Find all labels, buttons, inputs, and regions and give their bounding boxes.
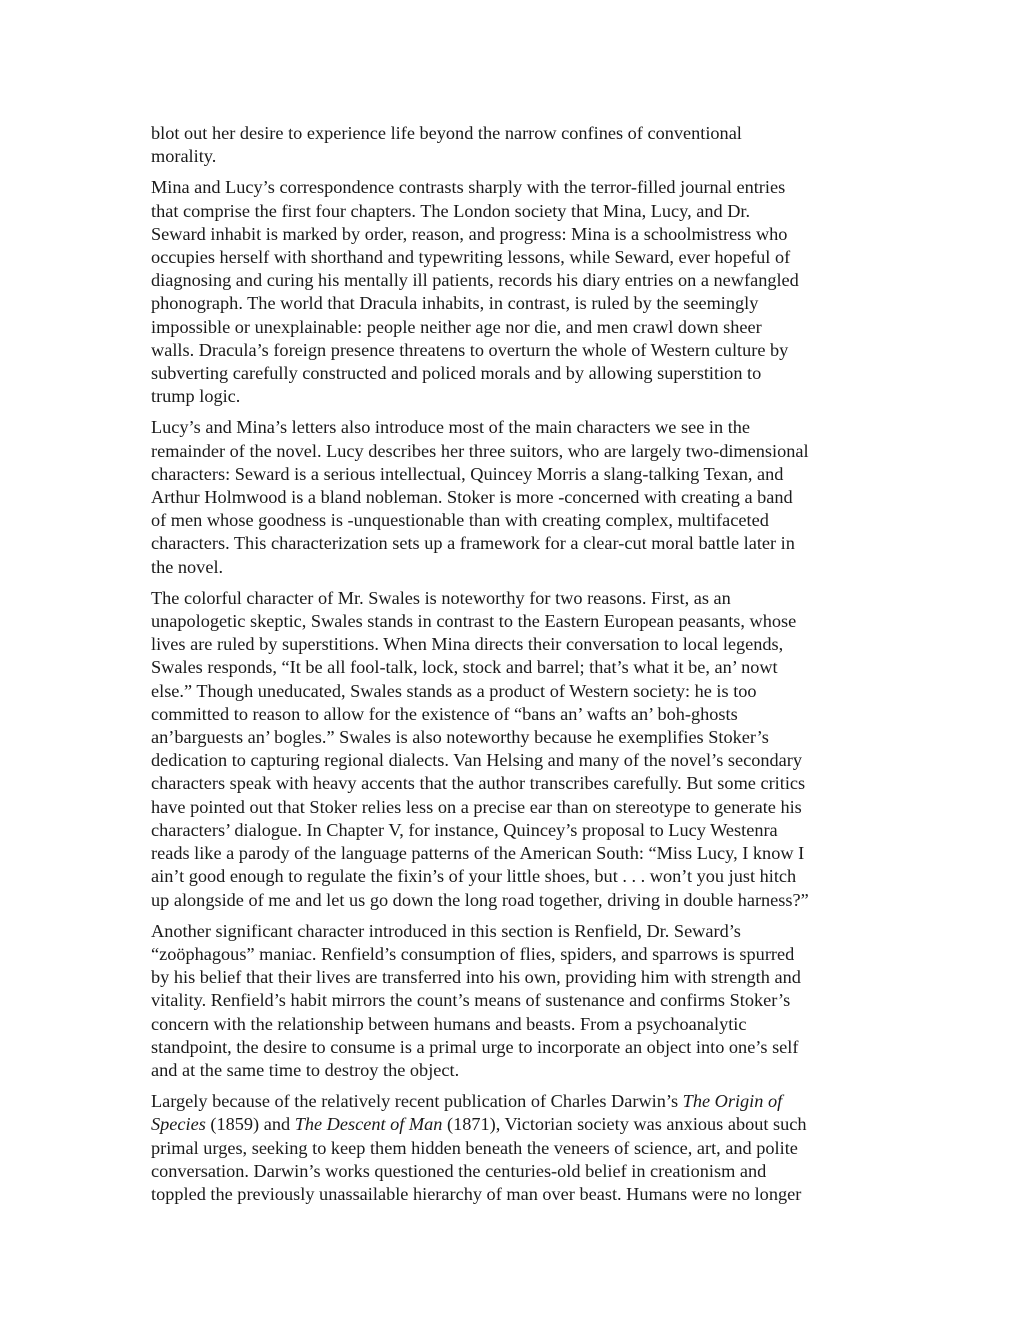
book-title-italic: The Origin of — [682, 1091, 783, 1112]
text-line: blot out her desire to experience life beyond the narrow confines of conventional — [151, 123, 742, 143]
text-line: impossible or unexplainable: people neither age nor die, and men crawl down sheer — [151, 316, 762, 337]
text-line: vitality. Renfield’s habit mirrors the count’s means of sustenance and confirms Stoker’s — [151, 990, 791, 1011]
text-line: walls. Dracula’s foreign presence threatens to overturn the whole of Western culture by — [151, 339, 789, 360]
text-line: characters: Seward is a serious intellectual, Quincey Morris a slang-talking Texan, and — [151, 463, 784, 484]
text-line — [151, 1113, 886, 1136]
text-line: “zoöphagous” maniac. Renfield’s consumption of flies, spiders, and sparrows is spurred — [151, 943, 795, 964]
paragraph-1 — [151, 122, 886, 168]
text-line: an’barguests an’ bogles.” Swales is also noteworthy because he exemplifies Stoker’s — [151, 727, 769, 748]
text-line: Another significant character introduced in this section is Renfield, Dr. Seward’s — [151, 920, 741, 941]
text-line: the novel. — [151, 556, 224, 577]
text-line: Lucy’s and Mina’s letters also introduce most of the main characters we see in the — [151, 417, 751, 438]
text-line: unapologetic skeptic, Swales stands in contrast to the Eastern European peasants, whose — [151, 611, 797, 632]
text-line: phonograph. The world that Dracula inhabits, in contrast, is ruled by the seemingly — [151, 293, 759, 314]
paragraph-4 — [151, 587, 886, 912]
text-line: The colorful character of Mr. Swales is noteworthy for two reasons. First, as an — [151, 587, 731, 608]
text-line: conversation. Darwin’s works questioned the centuries-old belief in creationism and — [151, 1160, 767, 1181]
text-line: Swales responds, “It be all fool-talk, lock, stock and barrel; that’s what it be, an’ nowt — [151, 657, 778, 678]
text-line: dedication to capturing regional dialects. Van Helsing and many of the novel’s secondary — [151, 750, 803, 771]
text-line: remainder of the novel. Lucy describes her three suitors, who are largely two-dimensional — [151, 440, 809, 461]
text-line: have pointed out that Stoker relies less on a precise ear than on stereotype to generate his — [151, 796, 802, 817]
paragraph-5 — [151, 920, 886, 1082]
paragraph-6 — [151, 1090, 886, 1206]
text-line — [151, 1090, 886, 1113]
text-line: occupies herself with shorthand and typewriting lessons, while Seward, ever hopeful of — [151, 247, 791, 268]
text-line: characters. This characterization sets up a framework for a clear-cut moral battle later in — [151, 533, 795, 554]
text-line: characters’ dialogue. In Chapter V, for instance, Quincey’s proposal to Lucy Westenra — [151, 819, 778, 840]
text-line: diagnosing and curing his mentally ill patients, records his diary entries on a newfangled — [151, 270, 799, 291]
text-line: reads like a parody of the language patterns of the American South: “Miss Lucy, I know I — [151, 843, 805, 864]
text-line: standpoint, the desire to consume is a primal urge to incorporate an object into one’s self — [151, 1036, 799, 1057]
text-line: characters speak with heavy accents that the author transcribes carefully. But some critics — [151, 773, 806, 794]
text-run: Largely because of the relatively recent publication of Charles Darwin’s — [151, 1091, 683, 1112]
text-line: Arthur Holmwood is a bland nobleman. Stoker is more -concerned with creating a band — [151, 487, 793, 508]
text-line: of men whose goodness is -unquestionable than with creating complex, multifaceted — [151, 510, 769, 531]
paragraph-2 — [151, 176, 886, 408]
paragraph-3 — [151, 416, 886, 578]
text-line: Mina and Lucy’s correspondence contrasts sharply with the terror-filled journal entries — [151, 177, 786, 198]
text-run: (1871), Victorian society was anxious about such — [442, 1114, 807, 1135]
text-line: concern with the relationship between humans and beasts. From a psychoanalytic — [151, 1013, 747, 1034]
text-line: by his belief that their lives are transferred into his own, providing him with strength and — [151, 967, 801, 988]
text-line: lives are ruled by superstitions. When Mina directs their conversation to local legends, — [151, 634, 784, 655]
text-line: morality. — [151, 146, 217, 167]
text-line: Seward inhabit is marked by order, reason, and progress: Mina is a schoolmistress who — [151, 223, 788, 244]
text-run: (1859) and — [205, 1114, 295, 1135]
text-line: that comprise the first four chapters. The London society that Mina, Lucy, and Dr. — [151, 200, 751, 221]
text-line: and at the same time to destroy the object. — [151, 1059, 460, 1080]
text-line: primal urges, seeking to keep them hidden beneath the veneers of science, art, and polite — [151, 1137, 798, 1158]
text-line: else.” Though uneducated, Swales stands as a product of Western society: he is too — [151, 680, 757, 701]
text-line: subverting carefully constructed and policed morals and by allowing superstition to — [151, 363, 762, 384]
text-line: ain’t good enough to regulate the fixin’s of your little shoes, but . . . won’t you just hitch — [151, 866, 797, 887]
text-line: committed to reason to allow for the existence of “bans an’ wafts an’ boh-ghosts — [151, 703, 738, 724]
text-line: toppled the previously unassailable hierarchy of man over beast. Humans were no longer — [151, 1183, 802, 1204]
text-line: trump logic. — [151, 386, 241, 407]
text-line: up alongside of me and let us go down the long road together, driving in double harness?” — [151, 889, 809, 910]
book-title-italic: The Descent of Man — [294, 1114, 443, 1135]
body-text — [151, 122, 886, 1214]
book-title-italic: Species — [151, 1114, 206, 1135]
